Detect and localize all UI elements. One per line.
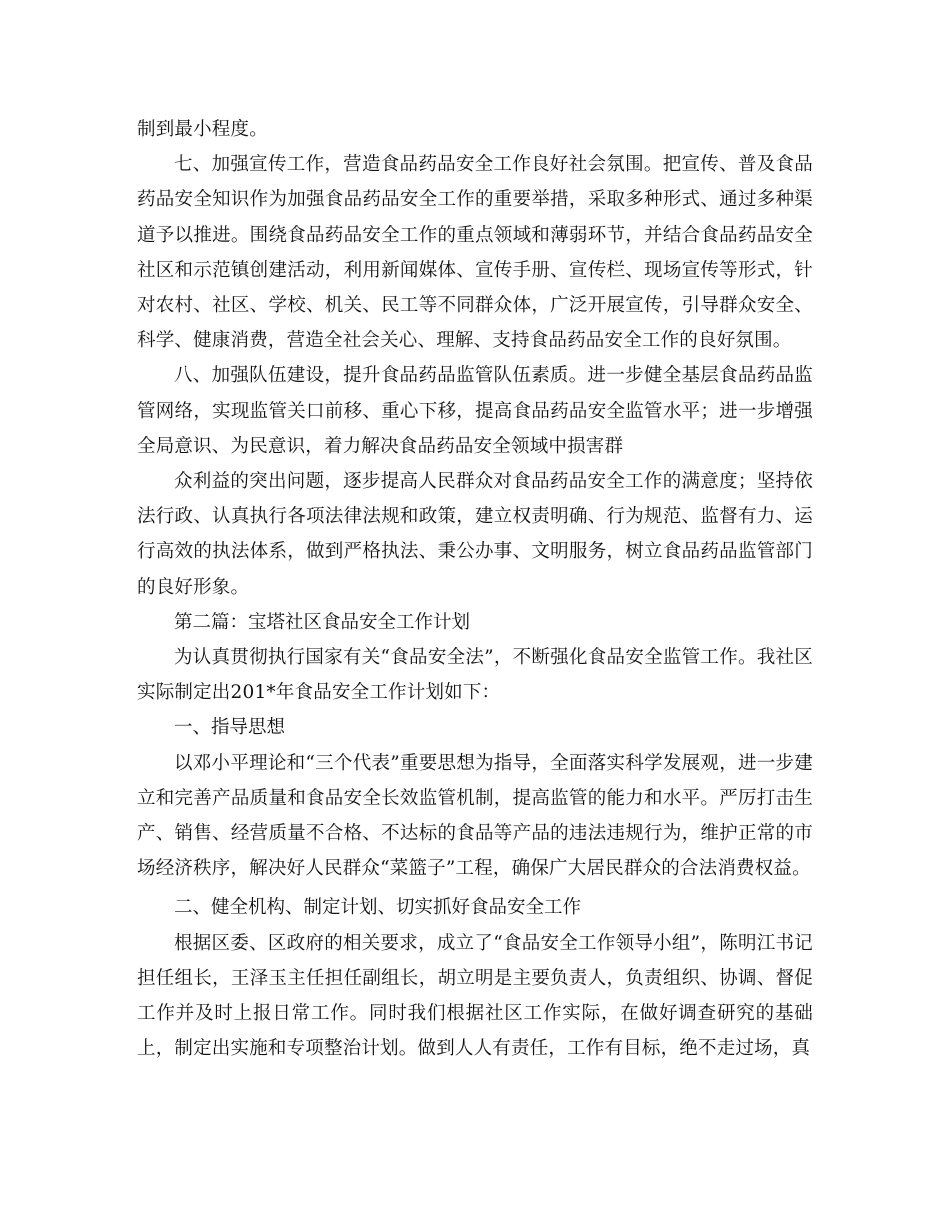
document-body xyxy=(137,112,813,1066)
part-two-title: 第二篇：宝塔社区食品安全工作计划 xyxy=(174,611,471,633)
section-eight-continuation: 众利益的突出问题，逐步提高人民群众对食品药品安全工作的满意度；坚持依法行政、认真执行各项法律法规和政策，建立权责明确、行为规范、监督有力、运行高效的执法体系，做到严格执法、秉公办事、文明服务，树立食品药品监管部门的良好形象。 xyxy=(137,471,813,598)
organization-paragraph: 根据区委、区政府的相关要求，成立了“食品安全工作领导小组”，陈明江书记担任组长，王泽玉主任担任副组长，胡立明是主要负责人，负责组织、协调、督促工作并及时上报日常工作。同时我们根据社区工作实际，在做好调查研究的基础上，制定出实施和专项整治计划。做到人人有责任，工作有目标，绝不走过场，真 xyxy=(137,932,813,1060)
part-two-intro-paragraph: 为认真贯彻执行国家有关“食品安全法”，不断强化食品安全监管工作。我社区实际制定出201*年食品安全工作计划如下： xyxy=(137,647,813,704)
section-seven-paragraph: 七、加强宣传工作，营造食品药品安全工作良好社会氛围。把宣传、普及食品药品安全知识作为加强食品药品安全工作的重要举措，采取多种形式、通过多种渠道予以推进。围绕食品药品安全工作的重点领域和薄弱环节，并结合食品药品安全社区和示范镇创建活动，利用新闻媒体、宣传手册、宣传栏、现场宣传等形式，针对农村、社区、学校、机关、民工等不同群众体，广泛开展宣传，引导群众安全、科学、健康消费，营造全社会关心、理解、支持食品药品安全工作的良好氛围。 xyxy=(137,154,813,352)
heading-organization: 二、健全机构、制定计划、切实抓好食品安全工作 xyxy=(174,897,582,919)
guiding-thought-paragraph: 以邓小平理论和“三个代表”重要思想为指导，全面落实科学发展观，进一步建立和完善产品质量和食品安全长效监管机制，提高监管的能力和水平。严厉打击生产、销售、经营质量不合格、不达标的食品等产品的违法违规行为，维护正常的市场经济秩序，解决好人民群众“菜篮子”工程，确保广大居民群众的合法消费权益。 xyxy=(137,752,813,880)
continuation-paragraph: 制到最小程度。 xyxy=(137,119,268,140)
heading-guiding-thought: 一、指导思想 xyxy=(174,717,286,739)
section-eight-paragraph: 八、加强队伍建设，提升食品药品监管队伍素质。进一步健全基层食品药品监管网络，实现监管关口前移、重心下移，提高食品药品安全监管水平；进一步增强全局意识、为民意识，着力解决食品药品安全领域中损害群 xyxy=(137,365,813,457)
